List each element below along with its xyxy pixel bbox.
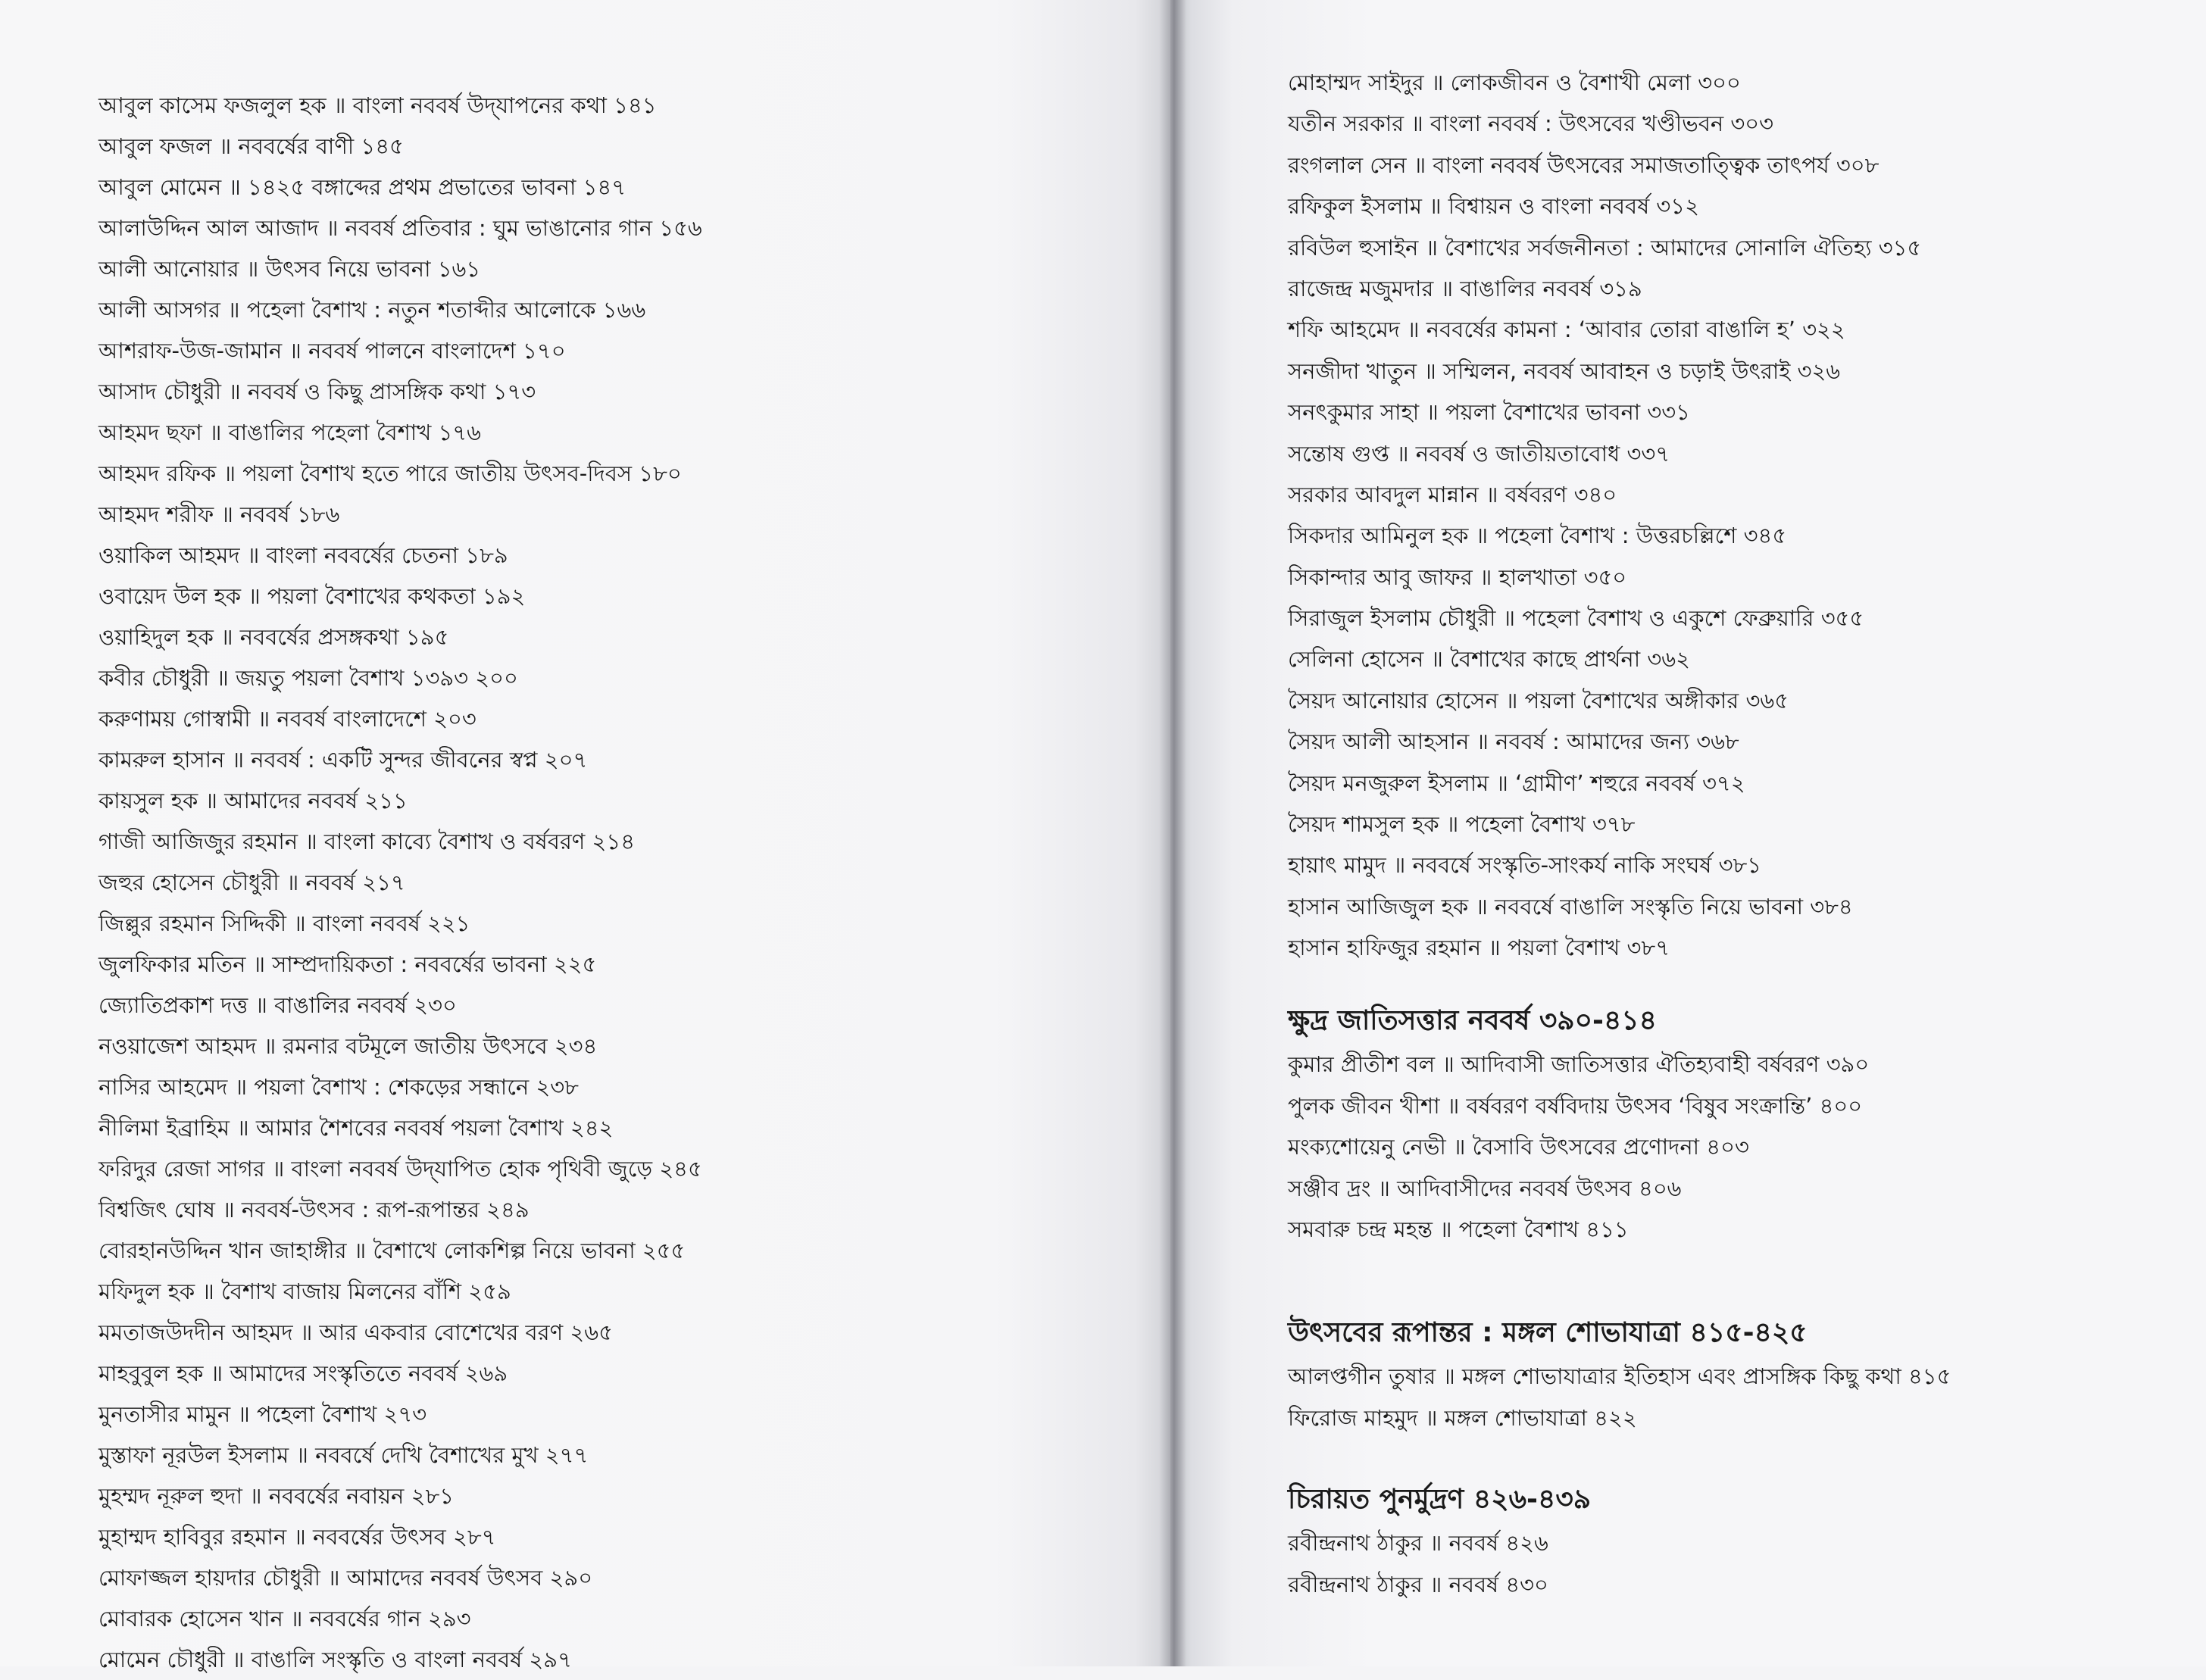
contents-entry: রফিকুল ইসলাম ॥ বিশ্বায়ন ও বাংলা নববর্ষ ৩১২ [1288,193,1699,220]
contents-entry: মোহাম্মদ সাইদুর ॥ লোকজীবন ও বৈশাখী মেলা ৩০০ [1288,70,1741,95]
contents-entry: আলী আনোয়ার ॥ উৎসব নিয়ে ভাবনা ১৬১ [98,256,481,282]
contents-entry: রবীন্দ্রনাথ ঠাকুর ॥ নববর্ষ ৪২৬ [1288,1530,1548,1556]
contents-entry: শফি আহমেদ ॥ নববর্ষের কামনা : ‘আবার তোরা বাঙালি হ’ ৩২২ [1288,317,1845,343]
contents-entry: সঞ্জীব দ্রং ॥ আদিবাসীদের নববর্ষ উৎসব ৪০৬ [1288,1175,1682,1201]
contents-entry: নাসির আহমেদ ॥ পয়লা বৈশাখ : শেকড়ের সন্ধানে ২৩৮ [98,1074,579,1100]
contents-entry: জহুর হোসেন চৌধুরী ॥ নববর্ষ ২১৭ [98,870,405,895]
contents-entry: সন্তোষ গুপ্ত ॥ নববর্ষ ও জাতীয়তাবোধ ৩৩৭ [1288,440,1670,467]
contents-entry: কুমার প্রীতীশ বল ॥ আদিবাসী জাতিসত্তার ঐতিহ্যবাহী বর্ষবরণ ৩৯০ [1288,1051,1870,1077]
contents-entry: হায়াৎ মামুদ ॥ নববর্ষে সংস্কৃতি-সাংকর্য নাকি সংঘর্ষ ৩৮১ [1288,852,1762,879]
contents-entry: মুনতাসীর মামুন ॥ পহেলা বৈশাখ ২৭৩ [98,1401,427,1427]
contents-entry: মোবারক হোসেন খান ॥ নববর্ষের গান ২৯৩ [98,1606,471,1632]
contents-entry: আহমদ ছফা ॥ বাঙালির পহেলা বৈশাখ ১৭৬ [98,420,481,445]
contents-entry: সৈয়দ আলী আহসান ॥ নববর্ষ : আমাদের জন্য ৩৬৮ [1288,729,1739,755]
contents-entry: বিশ্বজিৎ ঘোষ ॥ নববর্ষ-উৎসব : রূপ-রূপান্তর ২৪৯ [98,1197,530,1223]
contents-entry: কামরুল হাসান ॥ নববর্ষ : একটি সুন্দর জীবনের স্বপ্ন ২০৭ [98,747,588,773]
contents-entry: আহমদ রফিক ॥ পয়লা বৈশাখ হতে পারে জাতীয় উৎসব-দিবস ১৮০ [98,461,682,486]
contents-entry: রাজেন্দ্র মজুমদার ॥ বাঙালির নববর্ষ ৩১৯ [1288,275,1642,301]
contents-entry: ওয়াকিল আহমদ ॥ বাংলা নববর্ষের চেতনা ১৮৯ [98,542,508,568]
contents-entry: আলী আসগর ॥ পহেলা বৈশাখ : নতুন শতাব্দীর আলোকে ১৬৬ [98,297,646,323]
contents-entry: মোফাজ্জল হায়দার চৌধুরী ॥ আমাদের নববর্ষ উৎসব ২৯০ [98,1565,593,1591]
contents-entry: নওয়াজেশ আহমদ ॥ রমনার বটমূলে জাতীয় উৎসবে ২৩৪ [98,1033,598,1059]
contents-entry: গাজী আজিজুর রহমান ॥ বাংলা কাব্যে বৈশাখ ও বর্ষবরণ ২১৪ [98,829,636,854]
contents-entry: জিল্লুর রহমান সিদ্দিকী ॥ বাংলা নববর্ষ ২২১ [98,910,470,936]
contents-entry: হাসান আজিজুল হক ॥ নববর্ষে বাঙালি সংস্কৃতি নিয়ে ভাবনা ৩৮৪ [1288,893,1853,920]
contents-entry: সিকদার আমিনুল হক ॥ পহেলা বৈশাখ : উত্তরচল্লিশে ৩৪৫ [1288,523,1787,549]
contents-entry: মাহবুবুল হক ॥ আমাদের সংস্কৃতিতে নববর্ষ ২৬৯ [98,1360,508,1386]
contents-entry: সিকান্দার আবু জাফর ॥ হালখাতা ৩৫০ [1288,564,1627,590]
contents-entry: ফিরোজ মাহমুদ ॥ মঙ্গল শোভাযাত্রা ৪২২ [1288,1404,1637,1431]
contents-entry: রবীন্দ্রনাথ ঠাকুর ॥ নববর্ষ ৪৩০ [1288,1571,1548,1597]
contents-entry: পুলক জীবন খীশা ॥ বর্ষবরণ বর্ষবিদায় উৎসব ‘বিষুব সংক্রান্তি’ ৪০০ [1288,1092,1863,1119]
contents-entry: সৈয়দ আনোয়ার হোসেন ॥ পয়লা বৈশাখের অঙ্গীকার ৩৬৫ [1288,687,1789,714]
contents-entry: আবুল কাসেম ফজলুল হক ॥ বাংলা নববর্ষ উদ্‌যাপনের কথা ১৪১ [98,92,657,118]
contents-entry: রবিউল হুসাইন ॥ বৈশাখের সর্বজনীনতা : আমাদের সোনালি ঐতিহ্য ৩১৫ [1288,234,1922,261]
contents-entry: আবুল মোমেন ॥ ১৪২৫ বঙ্গাব্দের প্রথম প্রভাতের ভাবনা ১৪৭ [98,174,626,200]
contents-entry: হাসান হাফিজুর রহমান ॥ পয়লা বৈশাখ ৩৮৭ [1288,935,1670,961]
contents-entry: সরকার আবদুল মান্নান ॥ বর্ষবরণ ৩৪০ [1288,481,1617,507]
contents-entry: মফিদুল হক ॥ বৈশাখ বাজায় মিলনের বাঁশি ২৫৯ [98,1279,511,1304]
left-contents-list [98,85,702,1680]
contents-entry: নীলিমা ইব্রাহিম ॥ আমার শৈশবের নববর্ষ পয়লা বৈশাখ ২৪২ [98,1115,614,1141]
contents-entry: আলপ্তগীন তুষার ॥ মঙ্গল শোভাযাত্রার ইতিহাস এবং প্রাসঙ্গিক কিছু কথা ৪১৫ [1288,1363,1951,1389]
section-heading: চিরায়ত পুনর্মুদ্রণ ৪২৬-৪৩৯ [1288,1484,1592,1515]
contents-entry: ওবায়েদ উল হক ॥ পয়লা বৈশাখের কথকতা ১৯২ [98,583,526,609]
contents-entry: সনজীদা খাতুন ॥ সম্মিলন, নববর্ষ আবাহন ও চড়াই উৎরাই ৩২৬ [1288,358,1841,384]
contents-entry: বোরহানউদ্দিন খান জাহাঙ্গীর ॥ বৈশাখে লোকশিল্প নিয়ে ভাবনা ২৫৫ [98,1238,686,1263]
contents-entry: কায়সুল হক ॥ আমাদের নববর্ষ ২১১ [98,788,408,813]
contents-entry: আশরাফ-উজ-জামান ॥ নববর্ষ পালনে বাংলাদেশ ১৭০ [98,338,566,364]
contents-entry: সৈয়দ মনজুরুল ইসলাম ॥ ‘গ্রামীণ’ শহুরে নববর্ষ ৩৭২ [1288,770,1745,796]
section-minority-nations [1288,998,1869,1251]
contents-entry: মোমেন চৌধুরী ॥ বাঙালি সংস্কৃতি ও বাংলা নববর্ষ ২৯৭ [98,1647,572,1672]
contents-entry: আবুল ফজল ॥ নববর্ষের বাণী ১৪৫ [98,133,404,159]
contents-entry: ওয়াহিদুল হক ॥ নববর্ষের প্রসঙ্গকথা ১৯৫ [98,624,449,650]
section-heading: উৎসবের রূপান্তর : মঙ্গল শোভাযাত্রা ৪১৫-৪২৫ [1288,1317,1808,1348]
contents-entry: মংক্যশোয়েনু নেভী ॥ বৈসাবি উৎসবের প্রণোদনা ৪০৩ [1288,1134,1749,1160]
contents-entry: ফরিদুর রেজা সাগর ॥ বাংলা নববর্ষ উদ্‌যাপিত হোক পৃথিবী জুড়ে ২৪৫ [98,1156,702,1182]
section-heading: ক্ষুদ্র জাতিসত্তার নববর্ষ ৩৯০-৪১৪ [1288,1005,1658,1036]
right-contents-list [1288,62,1921,969]
contents-entry: সনৎকুমার সাহা ॥ পয়লা বৈশাখের ভাবনা ৩৩১ [1288,399,1690,426]
contents-entry: যতীন সরকার ॥ বাংলা নববর্ষ : উৎসবের খণ্ডীভবন ৩০৩ [1288,111,1773,137]
contents-entry: করুণাময় গোস্বামী ॥ নববর্ষ বাংলাদেশে ২০৩ [98,706,477,732]
contents-entry: সিরাজুল ইসলাম চৌধুরী ॥ পহেলা বৈশাখ ও একুশে ফেব্রুয়ারি ৩৫৫ [1288,605,1864,632]
contents-entry: আহমদ শরীফ ॥ নববর্ষ ১৮৬ [98,501,340,527]
contents-entry: মুহাম্মদ হাবিবুর রহমান ॥ নববর্ষের উৎসব ২৮৭ [98,1524,496,1550]
contents-entry: আলাউদ্দিন আল আজাদ ॥ নববর্ষ প্রতিবার : ঘুম ভাঙানোর গান ১৫৬ [98,215,702,241]
section-classic-reprints [1288,1477,1591,1605]
contents-entry: জুলফিকার মতিন ॥ সাম্প্রদায়িকতা : নববর্ষের ভাবনা ২২৫ [98,951,597,977]
contents-entry: মুস্তাফা নূরউল ইসলাম ॥ নববর্ষে দেখি বৈশাখের মুখ ২৭৭ [98,1442,589,1468]
contents-entry: সমবারু চন্দ্র মহন্ত ॥ পহেলা বৈশাখ ৪১১ [1288,1216,1629,1242]
contents-entry: সেলিনা হোসেন ॥ বৈশাখের কাছে প্রার্থনা ৩৬২ [1288,646,1690,673]
book-gutter [1159,0,1186,1666]
contents-entry: মুহম্মদ নূরুল হুদা ॥ নববর্ষের নবায়ন ২৮১ [98,1483,455,1509]
section-mangal-shobhajatra [1288,1310,1951,1438]
contents-entry: মমতাজউদদীন আহমদ ॥ আর একবার বোশেখের বরণ ২৬৫ [98,1319,613,1345]
contents-entry: জ্যোতিপ্রকাশ দত্ত ॥ বাঙালির নববর্ষ ২৩০ [98,992,457,1018]
contents-entry: সৈয়দ শামসুল হক ॥ পহেলা বৈশাখ ৩৭৮ [1288,811,1636,838]
contents-entry: রংগলাল সেন ॥ বাংলা নববর্ষ উৎসবের সমাজতাত্ত্বিক তাৎপর্য ৩০৮ [1288,151,1879,178]
contents-entry: কবীর চৌধুরী ॥ জয়তু পয়লা বৈশাখ ১৩৯৩ ২০০ [98,665,518,691]
contents-entry: আসাদ চৌধুরী ॥ নববর্ষ ও কিছু প্রাসঙ্গিক কথা ১৭৩ [98,379,536,404]
